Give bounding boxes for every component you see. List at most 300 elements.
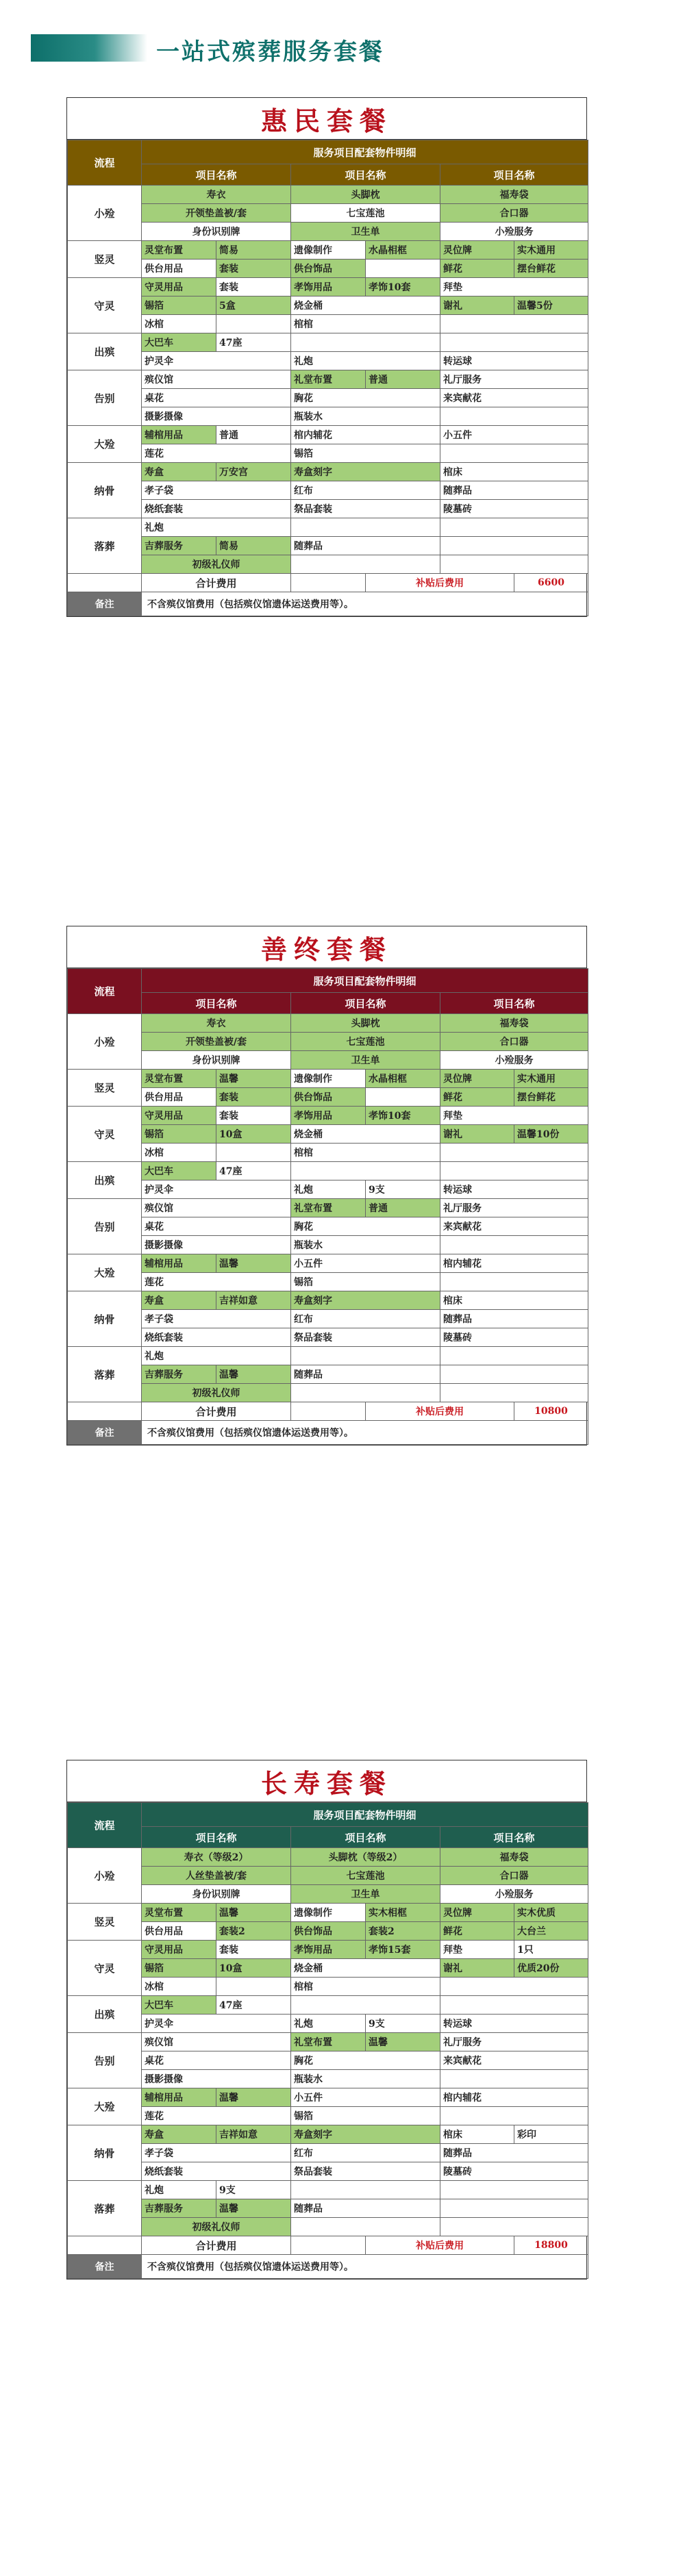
table-subheader-row: [68, 164, 588, 186]
item-cell: 温馨: [216, 1904, 291, 1922]
stage-label: 落葬: [68, 1347, 142, 1402]
table-row: [68, 1347, 588, 1365]
item-cell: 灵堂布置: [142, 241, 216, 260]
item-cell: 小五件: [291, 1254, 440, 1273]
empty-cell: [440, 555, 588, 574]
stage-label: 告别: [68, 370, 142, 426]
item-cell: 护灵伞: [142, 2015, 291, 2033]
table-row: [68, 333, 588, 352]
column-header: 项目名称: [291, 1827, 440, 1848]
item-cell: 温馨: [216, 1365, 291, 1384]
item-cell: 摄影摄像: [142, 407, 291, 426]
item-cell: 礼炮: [291, 1180, 366, 1199]
item-cell: 礼厅服务: [440, 1199, 588, 1217]
table-header-row: [68, 1803, 588, 1827]
item-cell: 锡箔: [291, 444, 440, 463]
item-cell: 烧金桶: [291, 1125, 440, 1144]
item-cell: 桌花: [142, 2051, 291, 2070]
item-cell: 福寿袋: [440, 1014, 588, 1033]
item-cell: 合口器: [440, 204, 588, 223]
item-cell: 辅棺用品: [142, 2088, 216, 2107]
item-cell: 吉祥如意: [216, 1291, 291, 1310]
item-cell: 转运球: [440, 2015, 588, 2033]
table-row: [68, 2125, 588, 2144]
table-row: [68, 1033, 588, 1051]
empty-cell: [440, 444, 588, 463]
table-row: [68, 1867, 588, 1885]
stage-label: 大殓: [68, 2088, 142, 2125]
item-cell: 七宝莲池: [291, 204, 440, 223]
item-cell: 孝饰用品: [291, 278, 366, 296]
stage-label: 纳骨: [68, 1291, 142, 1347]
table-row: [68, 1904, 588, 1922]
item-cell: 寿衣: [142, 186, 291, 204]
remark-label: 备注: [68, 2255, 142, 2279]
remark-label: 备注: [68, 1421, 142, 1445]
item-cell: 47座: [216, 1162, 291, 1180]
item-cell: 礼堂布置: [291, 1199, 366, 1217]
item-cell: 灵位牌: [440, 1070, 514, 1088]
header-accent-bar: [31, 34, 147, 62]
item-cell: 莲花: [142, 1273, 291, 1291]
item-cell: 辅棺用品: [142, 1254, 216, 1273]
subsidy-label: 补贴后费用: [366, 574, 514, 592]
item-cell: 随葬品: [440, 2144, 588, 2162]
item-cell: 福寿袋: [440, 186, 588, 204]
table-row: [68, 1014, 588, 1033]
table-row: [68, 2088, 588, 2107]
item-cell: 身份识别牌: [142, 1885, 291, 1904]
item-cell: 陵墓砖: [440, 500, 588, 518]
empty-cell: [68, 2236, 142, 2255]
item-cell: 棺床: [440, 463, 588, 481]
package-title: 长寿套餐: [67, 1760, 586, 1802]
remark-text: 不含殡仪馆费用（包括殡仪馆遗体运送费用等）。: [142, 1421, 588, 1445]
item-cell: 鲜花: [440, 1088, 514, 1107]
remark-row: [68, 2255, 588, 2279]
item-cell: 遗像制作: [291, 1904, 366, 1922]
item-cell: 初级礼仪师: [142, 555, 291, 574]
item-cell: 温馨: [216, 1254, 291, 1273]
empty-cell: [440, 1978, 588, 1996]
item-cell: 卫生单: [291, 1885, 440, 1904]
table-row: [68, 1199, 588, 1217]
item-cell: 吉葬服务: [142, 537, 216, 555]
item-cell: 小殓服务: [440, 223, 588, 241]
stage-label: 守灵: [68, 1107, 142, 1162]
item-cell: 谢礼: [440, 1125, 514, 1144]
empty-cell: [440, 518, 588, 537]
empty-cell: [440, 2181, 588, 2199]
stage-label: 纳骨: [68, 2125, 142, 2181]
total-label: 合计费用: [142, 2236, 291, 2255]
column-header: 项目名称: [142, 164, 291, 186]
table-subheader-row: [68, 1827, 588, 1848]
empty-cell: [440, 1273, 588, 1291]
empty-cell: [291, 1162, 440, 1180]
table-row: [68, 1922, 588, 1941]
empty-cell: [366, 1088, 440, 1107]
empty-cell: [440, 1144, 588, 1162]
empty-cell: [291, 2236, 366, 2255]
item-cell: 身份识别牌: [142, 1051, 291, 1070]
item-cell: 小殓服务: [440, 1885, 588, 1904]
item-cell: 随葬品: [440, 1310, 588, 1328]
item-cell: 水晶相框: [366, 241, 440, 260]
item-cell: 来宾献花: [440, 389, 588, 407]
item-cell: 供台用品: [142, 260, 216, 278]
empty-cell: [440, 1162, 588, 1180]
total-row: [68, 574, 588, 592]
column-header: 项目名称: [440, 993, 588, 1014]
item-cell: 普通: [216, 426, 291, 444]
stage-label: 竖灵: [68, 241, 142, 278]
table-row: [68, 1384, 588, 1402]
item-cell: 吉葬服务: [142, 2199, 216, 2218]
empty-cell: [440, 2199, 588, 2218]
empty-cell: [440, 1347, 588, 1365]
item-cell: 实木通用: [514, 241, 588, 260]
total-row: [68, 1402, 588, 1421]
item-cell: 棺床: [440, 1291, 588, 1310]
table-row: [68, 2107, 588, 2125]
table-row: [68, 352, 588, 370]
item-cell: 孝子袋: [142, 1310, 291, 1328]
item-cell: 桌花: [142, 389, 291, 407]
table-row: [68, 370, 588, 389]
item-cell: 棺内辅花: [440, 2088, 588, 2107]
item-cell: 摄影摄像: [142, 2070, 291, 2088]
empty-cell: [440, 1365, 588, 1384]
stage-label: 出殡: [68, 333, 142, 370]
empty-cell: [440, 537, 588, 555]
item-cell: 谢礼: [440, 1959, 514, 1978]
item-cell: 守灵用品: [142, 1107, 216, 1125]
item-cell: 烧纸套装: [142, 500, 291, 518]
item-cell: 温馨5份: [514, 296, 588, 315]
item-cell: 瓶装水: [291, 1236, 440, 1254]
item-cell: 莲花: [142, 444, 291, 463]
item-cell: 吉葬服务: [142, 1365, 216, 1384]
item-cell: 套装: [216, 278, 291, 296]
item-cell: 大巴车: [142, 333, 216, 352]
stage-label: 大殓: [68, 426, 142, 463]
item-cell: 祭品套装: [291, 2162, 440, 2181]
table-row: [68, 1144, 588, 1162]
table-row: [68, 2051, 588, 2070]
item-cell: 瓶装水: [291, 407, 440, 426]
table-row: [68, 1885, 588, 1904]
stage-label: 小殓: [68, 186, 142, 241]
item-cell: 寿盒: [142, 2125, 216, 2144]
stage-label: 竖灵: [68, 1904, 142, 1941]
total-label: 合计费用: [142, 574, 291, 592]
item-cell: 9支: [366, 1180, 440, 1199]
remark-text: 不含殡仪馆费用（包括殡仪馆遗体运送费用等）。: [142, 592, 588, 616]
table-row: [68, 407, 588, 426]
table-row: [68, 2015, 588, 2033]
table-row: [68, 1996, 588, 2015]
item-cell: 来宾献花: [440, 2051, 588, 2070]
item-cell: 孝饰用品: [291, 1107, 366, 1125]
package-shanzhong: [66, 926, 587, 1445]
item-cell: 实木相框: [366, 1904, 440, 1922]
empty-cell: [440, 2218, 588, 2236]
table-header-row: [68, 969, 588, 993]
item-cell: 供台用品: [142, 1922, 216, 1941]
item-cell: 殡仪馆: [142, 370, 291, 389]
item-cell: 随葬品: [291, 1365, 440, 1384]
item-cell: 寿盒: [142, 463, 216, 481]
item-cell: 摄影摄像: [142, 1236, 291, 1254]
item-cell: 辅棺用品: [142, 426, 216, 444]
item-cell: 胸花: [291, 1217, 440, 1236]
table-row: [68, 2070, 588, 2088]
item-cell: 拜垫: [440, 1107, 588, 1125]
empty-cell: [440, 315, 588, 333]
item-cell: 烧金桶: [291, 296, 440, 315]
table-row: [68, 1848, 588, 1867]
item-cell: 瓶装水: [291, 2070, 440, 2088]
item-cell: 卫生单: [291, 223, 440, 241]
stage-label: 告别: [68, 1199, 142, 1254]
table-row: [68, 1310, 588, 1328]
item-cell: 吉祥如意: [216, 2125, 291, 2144]
table-row: [68, 518, 588, 537]
table-row: [68, 2218, 588, 2236]
empty-cell: [216, 1978, 291, 1996]
item-cell: 寿盒刻字: [291, 463, 440, 481]
item-cell: 殡仪馆: [142, 2033, 291, 2051]
item-cell: 开领垫盖被/套: [142, 1033, 291, 1051]
item-cell: 5盒: [216, 296, 291, 315]
table-row: [68, 426, 588, 444]
remark-label: 备注: [68, 592, 142, 616]
package-table: [67, 1802, 588, 2279]
stage-label: 大殓: [68, 1254, 142, 1291]
item-cell: 10盒: [216, 1959, 291, 1978]
total-row: [68, 2236, 588, 2255]
empty-cell: [440, 407, 588, 426]
table-row: [68, 1254, 588, 1273]
item-cell: 莲花: [142, 2107, 291, 2125]
empty-cell: [216, 315, 291, 333]
item-cell: 孝子袋: [142, 481, 291, 500]
table-row: [68, 1273, 588, 1291]
table-row: [68, 2199, 588, 2218]
item-cell: 胸花: [291, 389, 440, 407]
item-cell: 套装2: [216, 1922, 291, 1941]
package-title: 惠民套餐: [67, 98, 586, 140]
page-title: 一站式殡葬服务套餐: [156, 38, 384, 66]
item-cell: 锡箔: [291, 2107, 440, 2125]
item-cell: 47座: [216, 333, 291, 352]
item-cell: 简易: [216, 537, 291, 555]
item-cell: 初级礼仪师: [142, 2218, 291, 2236]
item-cell: 遗像制作: [291, 1070, 366, 1088]
item-cell: 祭品套装: [291, 500, 440, 518]
item-cell: 守灵用品: [142, 1941, 216, 1959]
empty-cell: [440, 333, 588, 352]
item-cell: 随葬品: [440, 481, 588, 500]
item-cell: 烧纸套装: [142, 2162, 291, 2181]
flow-header: 流程: [68, 969, 142, 1014]
table-row: [68, 1236, 588, 1254]
item-cell: 随葬品: [291, 537, 440, 555]
item-cell: 摆台鲜花: [514, 260, 588, 278]
item-cell: 鲜花: [440, 260, 514, 278]
column-header: 项目名称: [142, 993, 291, 1014]
empty-cell: [291, 1384, 440, 1402]
package-huimin: [66, 97, 587, 617]
table-row: [68, 1070, 588, 1088]
table-row: [68, 1180, 588, 1199]
item-cell: 温馨: [216, 1070, 291, 1088]
item-cell: 大巴车: [142, 1996, 216, 2015]
item-cell: 万安宫: [216, 463, 291, 481]
item-cell: 灵位牌: [440, 241, 514, 260]
item-cell: 套装2: [366, 1922, 440, 1941]
item-cell: 普通: [366, 370, 440, 389]
column-header: 项目名称: [440, 1827, 588, 1848]
item-cell: 谢礼: [440, 296, 514, 315]
empty-cell: [440, 1236, 588, 1254]
item-cell: 合口器: [440, 1033, 588, 1051]
item-cell: 初级礼仪师: [142, 1384, 291, 1402]
stage-label: 落葬: [68, 518, 142, 574]
empty-cell: [291, 1347, 440, 1365]
item-cell: 陵墓砖: [440, 2162, 588, 2181]
column-header: 项目名称: [291, 164, 440, 186]
item-cell: 礼炮: [291, 2015, 366, 2033]
item-cell: 护灵伞: [142, 1180, 291, 1199]
item-cell: 人丝垫盖被/套: [142, 1867, 291, 1885]
item-cell: 礼炮: [142, 518, 291, 537]
item-cell: 礼厅服务: [440, 370, 588, 389]
item-cell: 头脚枕（等级2）: [291, 1848, 440, 1867]
empty-cell: [440, 1384, 588, 1402]
item-cell: 套装: [216, 260, 291, 278]
stage-label: 告别: [68, 2033, 142, 2088]
item-cell: 锡箔: [142, 296, 216, 315]
item-cell: 桌花: [142, 1217, 291, 1236]
item-cell: 大巴车: [142, 1162, 216, 1180]
table-row: [68, 241, 588, 260]
subsidy-label: 补贴后费用: [366, 2236, 514, 2255]
item-cell: 供台饰品: [291, 1922, 366, 1941]
table-row: [68, 1959, 588, 1978]
item-cell: 遗像制作: [291, 241, 366, 260]
table-subheader-row: [68, 993, 588, 1014]
table-header-row: [68, 140, 588, 164]
item-cell: 拜垫: [440, 278, 588, 296]
empty-cell: [366, 260, 440, 278]
table-row: [68, 2144, 588, 2162]
item-cell: 锡箔: [142, 1125, 216, 1144]
stage-label: 竖灵: [68, 1070, 142, 1107]
table-row: [68, 223, 588, 241]
table-row: [68, 1978, 588, 1996]
stage-label: 出殡: [68, 1996, 142, 2033]
item-cell: 七宝莲池: [291, 1033, 440, 1051]
item-cell: 七宝莲池: [291, 1867, 440, 1885]
item-cell: 锡箔: [142, 1959, 216, 1978]
empty-cell: [440, 1996, 588, 2015]
item-cell: 棺内辅花: [291, 426, 440, 444]
item-cell: 冰棺: [142, 1978, 216, 1996]
item-cell: 转运球: [440, 1180, 588, 1199]
table-row: [68, 555, 588, 574]
table-row: [68, 278, 588, 296]
item-cell: 灵位牌: [440, 1904, 514, 1922]
table-row: [68, 186, 588, 204]
item-cell: 1只: [514, 1941, 588, 1959]
empty-cell: [291, 574, 366, 592]
item-cell: 冰棺: [142, 315, 216, 333]
empty-cell: [291, 1402, 366, 1421]
remark-row: [68, 1421, 588, 1445]
item-cell: 守灵用品: [142, 278, 216, 296]
table-row: [68, 463, 588, 481]
item-cell: 孝饰用品: [291, 1941, 366, 1959]
item-cell: 身份识别牌: [142, 223, 291, 241]
table-row: [68, 1365, 588, 1384]
item-cell: 彩印: [514, 2125, 588, 2144]
stage-label: 纳骨: [68, 463, 142, 518]
price-value: 18800: [514, 2236, 588, 2255]
item-cell: 拜垫: [440, 1941, 514, 1959]
flow-header: 流程: [68, 140, 142, 186]
table-row: [68, 389, 588, 407]
table-row: [68, 1941, 588, 1959]
remark-row: [68, 592, 588, 616]
empty-cell: [291, 555, 440, 574]
price-value: 6600: [514, 574, 588, 592]
item-cell: 套装: [216, 1107, 291, 1125]
empty-cell: [291, 518, 440, 537]
empty-cell: [440, 2107, 588, 2125]
price-value: 10800: [514, 1402, 588, 1421]
empty-cell: [440, 2070, 588, 2088]
item-cell: 头脚枕: [291, 1014, 440, 1033]
item-cell: 礼堂布置: [291, 370, 366, 389]
table-row: [68, 537, 588, 555]
empty-cell: [291, 333, 440, 352]
table-row: [68, 204, 588, 223]
table-row: [68, 315, 588, 333]
item-cell: 水晶相框: [366, 1070, 440, 1088]
empty-cell: [291, 2181, 440, 2199]
item-cell: 棺棺: [291, 1978, 440, 1996]
package-title: 善终套餐: [67, 926, 586, 968]
item-cell: 冰棺: [142, 1144, 216, 1162]
remark-text: 不含殡仪馆费用（包括殡仪馆遗体运送费用等）。: [142, 2255, 588, 2279]
item-cell: 烧金桶: [291, 1959, 440, 1978]
item-cell: 灵堂布置: [142, 1904, 216, 1922]
detail-header: 服务项目配套物件明细: [142, 140, 588, 164]
item-cell: 温馨10份: [514, 1125, 588, 1144]
item-cell: 合口器: [440, 1867, 588, 1885]
table-row: [68, 2033, 588, 2051]
item-cell: 开领垫盖被/套: [142, 204, 291, 223]
table-row: [68, 500, 588, 518]
stage-label: 守灵: [68, 1941, 142, 1996]
item-cell: 礼炮: [142, 1347, 291, 1365]
item-cell: 供台饰品: [291, 260, 366, 278]
item-cell: 孝饰15套: [366, 1941, 440, 1959]
item-cell: 烧纸套装: [142, 1328, 291, 1347]
package-table: [67, 968, 588, 1445]
